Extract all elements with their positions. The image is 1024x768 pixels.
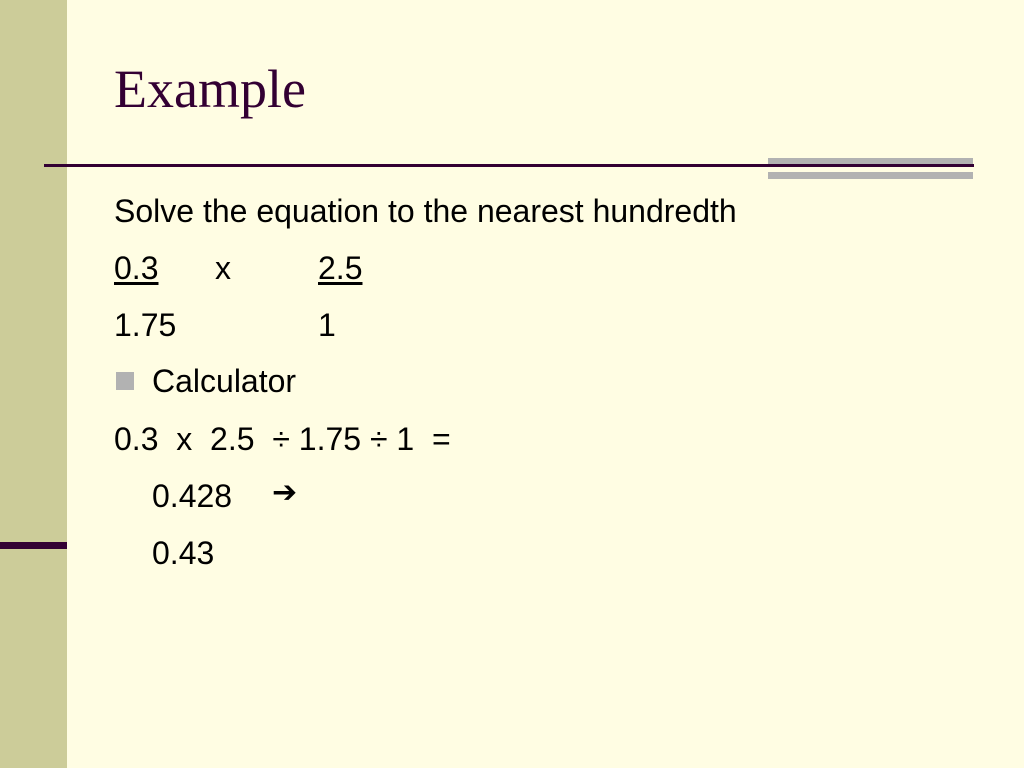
rounded-result: 0.43 bbox=[152, 535, 215, 571]
left-accent-stripe bbox=[0, 542, 67, 549]
numerator-left: 0.3 bbox=[114, 250, 159, 286]
bullet-calculator: Calculator bbox=[152, 363, 297, 399]
denominator-right: 1 bbox=[318, 307, 336, 343]
denominator-left: 1.75 bbox=[114, 307, 177, 343]
numerator-right: 2.5 bbox=[318, 250, 363, 286]
raw-result: 0.428 bbox=[152, 478, 233, 514]
slide-title: Example bbox=[114, 59, 306, 119]
left-decorative-bar bbox=[0, 0, 67, 768]
instruction-text: Solve the equation to the nearest hundredth bbox=[114, 193, 737, 229]
square-bullet-icon bbox=[116, 372, 134, 390]
arrow-right-icon: ➔ bbox=[272, 475, 298, 510]
multiply-sign: x bbox=[215, 250, 231, 286]
calculation-expression: 0.3 x 2.5 ÷ 1.75 ÷ 1 = bbox=[114, 421, 451, 457]
title-gray-accent bbox=[768, 158, 973, 179]
